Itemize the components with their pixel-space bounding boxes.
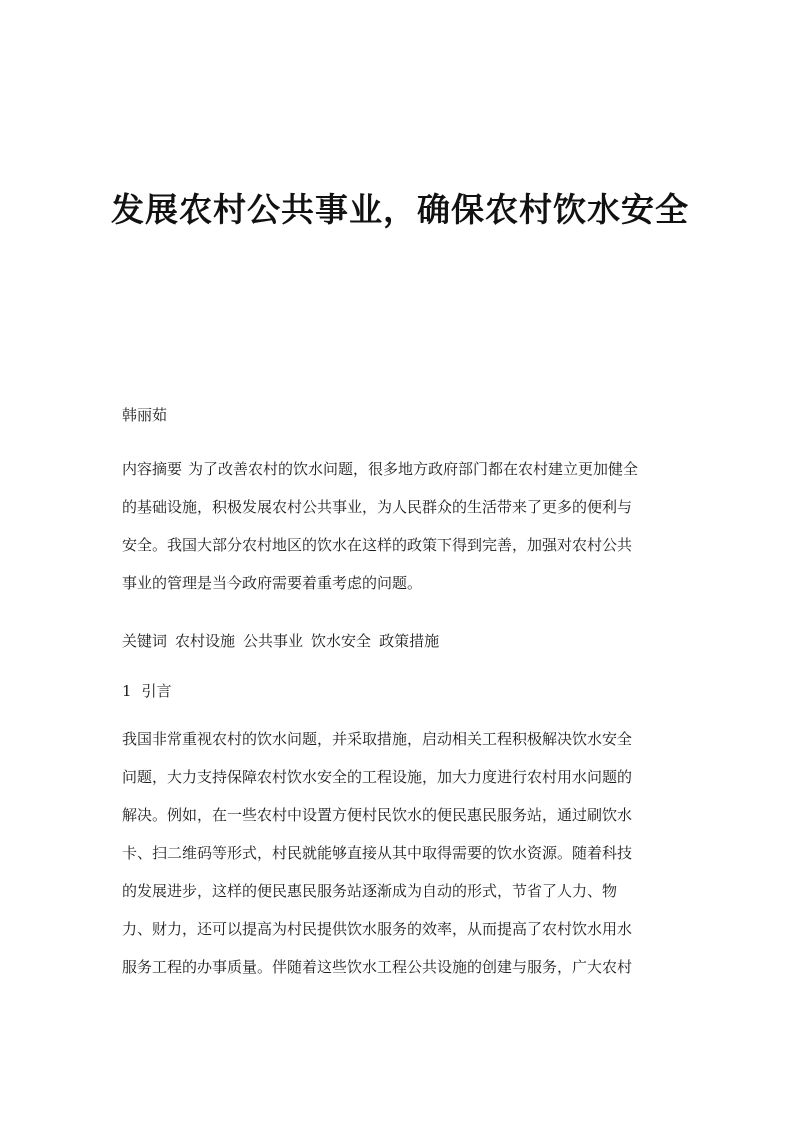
keyword: 饮水安全 [311,632,372,650]
section-heading-line [122,672,682,710]
body-line: 我国非常重视农村的饮水问题，并采取措施，启动相关工程积极解决饮水安全 [122,730,633,748]
keyword: 政策措施 [379,632,440,650]
abstract-line: 安全。我国大部分农村地区的饮水在这样的政策下得到完善，加强对农村公共 [122,536,633,554]
body-line: 的发展进步，这样的便民惠民服务站逐渐成为自动的形式，节省了人力、物 [122,882,618,900]
abstract-line: 的基础设施，积极发展农村公共事业，为人民群众的生活带来了更多的便利与 [122,498,633,516]
body-paragraph [122,720,682,986]
abstract-label: 内容摘要 [122,460,183,478]
paper-title: 发展农村公共事业，确保农村饮水安全 [111,190,689,229]
body-line: 问题，大力支持保障农村饮水安全的工程设施，加大力度进行农村用水问题的 [122,768,633,786]
keywords-label: 关键词 [122,632,168,650]
abstract-line: 事业的管理是当今政府需要着重考虑的问题。 [122,574,423,592]
abstract-section [122,450,682,602]
author-name: 韩丽茹 [122,406,168,424]
keywords-line [122,622,682,660]
abstract-text: 为了改善农村的饮水问题，很多地方政府部门都在农村建立更加健全 [188,460,639,478]
body-line: 解决。例如，在一些农村中设置方便村民饮水的便民惠民服务站，通过刷饮水 [122,806,633,824]
section-heading [122,672,682,710]
keywords-section [122,622,682,660]
section-number: 1 [122,682,132,700]
body-line: 服务工程的办事质量。伴随着这些饮水工程公共设施的创建与服务，广大农村 [122,958,633,976]
section-title: 引言 [141,682,172,700]
abstract-line [122,450,682,488]
body-line: 卡、扫二维码等形式，村民就能够直接从其中取得需要的饮水资源。随着科技 [122,844,633,862]
keyword: 农村设施 [175,632,236,650]
body-line: 力、财力，还可以提高为村民提供饮水服务的效率，从而提高了农村饮水用水 [122,920,633,938]
keyword: 公共事业 [243,632,304,650]
